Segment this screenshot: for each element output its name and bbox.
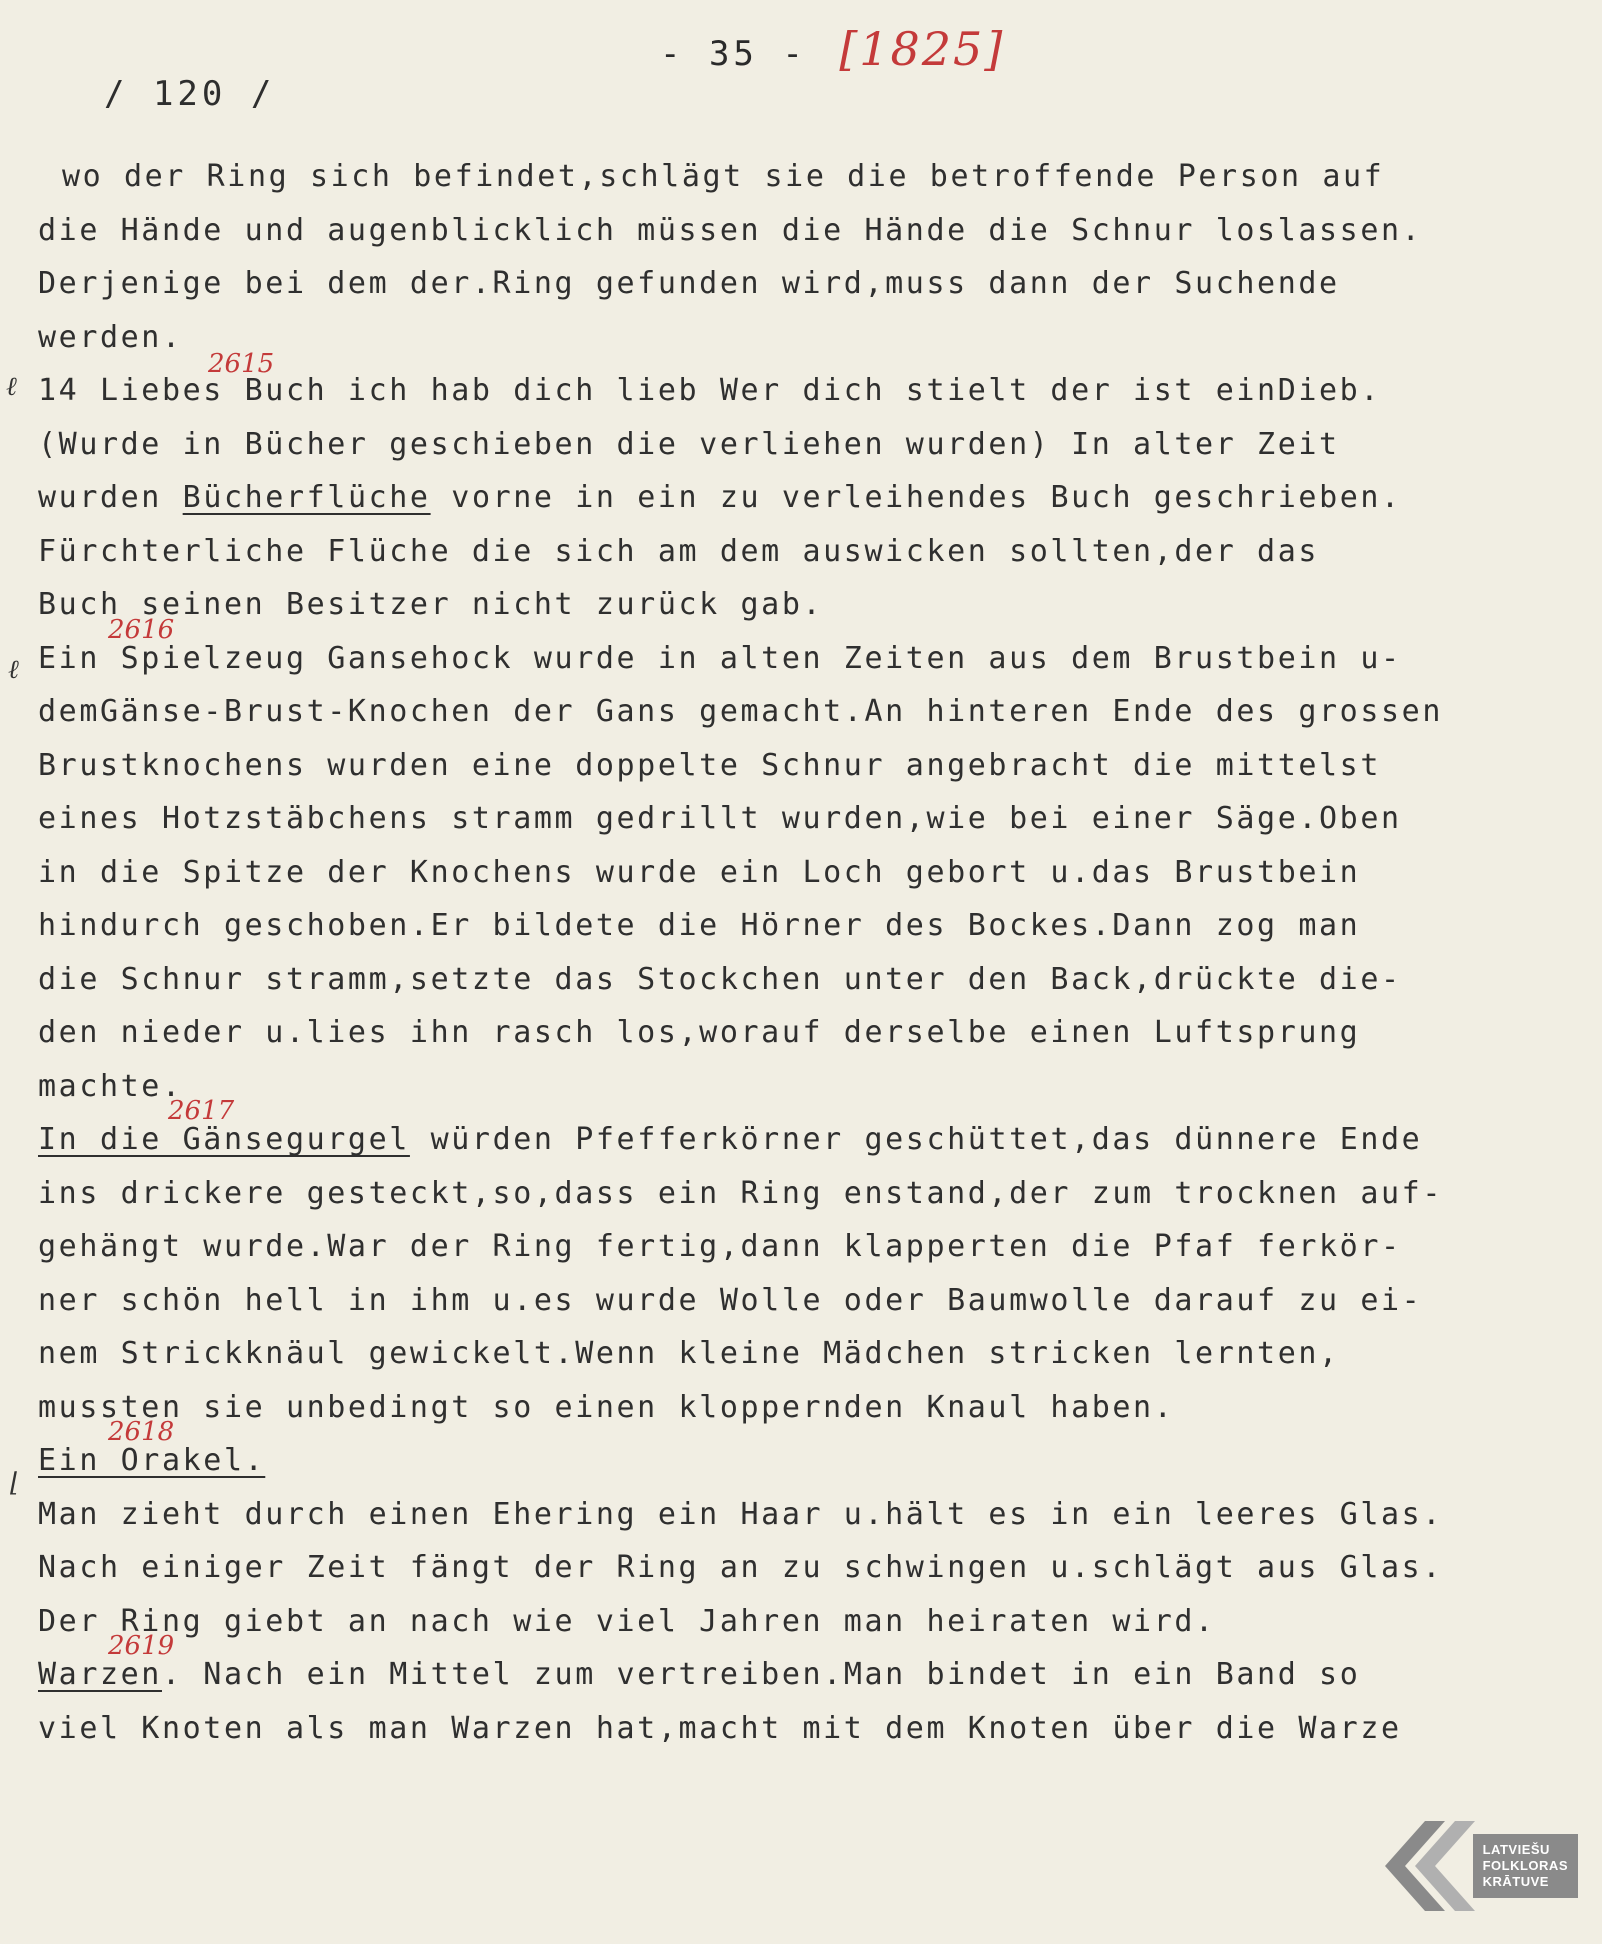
text-line-content: würden Pfefferkörner geschüttet,das dünnere Ende: [430, 1122, 1423, 1157]
logo-line: LATVIEŠU: [1482, 1842, 1550, 1857]
text-line: Der Ring giebt an nach wie viel Jahren man heiraten wird.: [38, 1603, 1216, 1639]
text-line: Brustknochens wurden eine doppelte Schnur angebracht die mittelst: [38, 747, 1381, 783]
text-line: eines Hotzstäbchens stramm gedrillt wurden,wie bei einer Säge.Oben: [38, 801, 1402, 836]
underlined-heading: Ein Orakel.: [38, 1443, 266, 1478]
red-annotation: 2616: [108, 614, 175, 645]
text-line: gehängt wurde.War der Ring fertig,dann klapperten die Pfaf ferkör-: [38, 1229, 1402, 1264]
text-line: [38, 1631, 1558, 1702]
text-line-content: . Nach ein Mittel zum vertreiben.Man bindet in ein Band so: [161, 1657, 1361, 1692]
text-line: Buch seinen Besitzer nicht zurück gab.: [38, 587, 824, 622]
text-line-content: wurden: [38, 480, 162, 515]
text-line: die Hände und augenblicklich müssen die Hände die Schnur loslassen.: [38, 212, 1423, 248]
text-line: Man zieht durch einen Ehering ein Haar u.hält es in ein leeres Glas.: [38, 1496, 1443, 1532]
text-line: wo der Ring sich befindet,schlägt sie die betroffende Person auf: [62, 159, 1385, 194]
text-line: machte.: [38, 1068, 183, 1104]
text-line: [38, 349, 1558, 418]
logo-line: FOLKLORAS: [1482, 1858, 1568, 1873]
red-annotation: 2618: [108, 1417, 175, 1447]
red-annotation: 2615: [208, 349, 275, 379]
margin-pencil-mark: ℓ: [8, 655, 19, 685]
archive-logo-icon: [1375, 1811, 1485, 1921]
page-header: [660, 22, 1004, 76]
archive-logo: [1368, 1806, 1578, 1926]
text-line-content: Ein Spielzeug Gansehock wurde in alten Zeiten aus dem Brustbein u-: [38, 640, 1402, 676]
logo-line: KRĀTUVE: [1482, 1874, 1549, 1889]
text-line: mussten sie unbedingt so einen kloppernden Knaul haben.: [38, 1389, 1175, 1425]
text-line: werden.: [38, 319, 183, 355]
text-line: [38, 614, 1558, 686]
margin-pencil-mark: ⌊: [10, 1468, 21, 1498]
text-line: Fürchterliche Flüche die sich am dem auswicken sollten,der das: [38, 533, 1320, 569]
underlined-heading: Bücherflüche: [182, 480, 431, 515]
text-line-content: 14 Liebes Buch ich hab dich lieb Wer dich stielt der ist einDieb.: [38, 373, 1381, 408]
page-number: - 35 -: [660, 34, 807, 74]
text-line: ins drickere gesteckt,so,dass ein Ring enstand,der zum trocknen auf-: [38, 1175, 1443, 1211]
text-line: den nieder u.lies ihn rasch los,worauf derselbe einen Luftsprung: [38, 1015, 1361, 1050]
text-line: [38, 1096, 1558, 1167]
text-line: Nach einiger Zeit fängt der Ring an zu schwingen u.schlägt aus Glas.: [38, 1550, 1443, 1585]
text-line: hindurch geschoben.Er bildete die Hörner des Bockes.Dann zog man: [38, 908, 1361, 943]
red-handwritten-number: [1825]: [839, 22, 1005, 76]
text-line: ner schön hell in ihm u.es wurde Wolle oder Baumwolle darauf zu ei-: [38, 1282, 1423, 1318]
archive-number: / 120 /: [104, 74, 276, 114]
text-line: [38, 471, 1558, 525]
text-line: viel Knoten als man Warzen hat,macht mit dem Knoten über die Warze: [38, 1710, 1402, 1746]
text-line: Derjenige bei dem der.Ring gefunden wird,muss dann der Suchende: [38, 266, 1340, 301]
text-line: nem Strickknäul gewickelt.Wenn kleine Mädchen stricken lernten,: [38, 1336, 1340, 1371]
archive-logo-text: [1473, 1834, 1578, 1898]
red-annotation: 2619: [108, 1631, 175, 1661]
text-line: demGänse-Brust-Knochen der Gans gemacht.An hinteren Ende des grossen: [38, 694, 1443, 729]
text-line: die Schnur stramm,setzte das Stockchen unter den Back,drückte die-: [38, 961, 1402, 997]
text-line: (Wurde in Bücher geschieben die verliehen wurden) In alter Zeit: [38, 426, 1340, 462]
underlined-heading: Warzen: [38, 1657, 162, 1692]
typed-text-body: [38, 150, 1558, 1755]
underlined-heading: In die Gänsegurgel: [38, 1122, 410, 1157]
red-annotation: 2617: [168, 1096, 235, 1126]
text-line-content: vorne in ein zu verleihendes Buch geschrieben.: [451, 480, 1402, 515]
margin-pencil-mark: ℓ: [6, 372, 17, 402]
text-line: in die Spitze der Knochens wurde ein Loch gebort u.das Brustbein: [38, 854, 1361, 890]
text-line: [38, 1417, 1558, 1488]
